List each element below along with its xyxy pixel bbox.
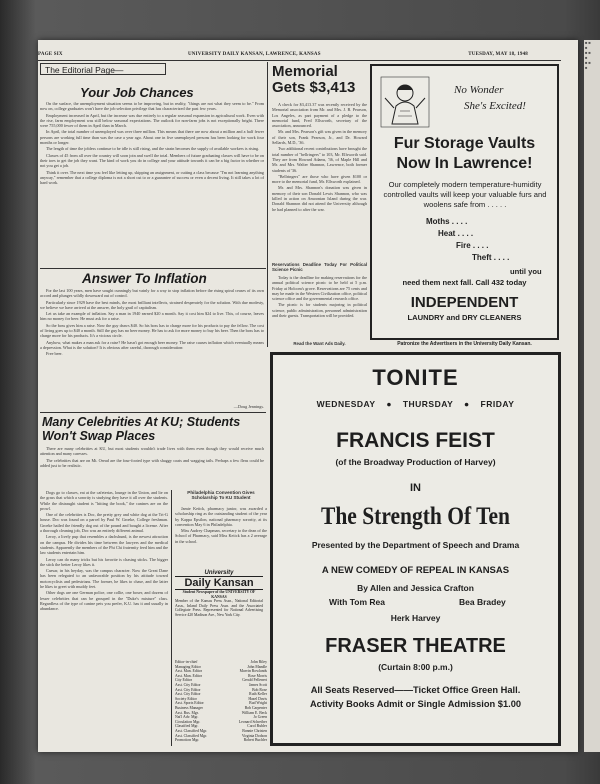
memorial-article	[272, 64, 368, 96]
article-paragraph: Leroy can do many tricks but his favorite is chasing sticks. The bigger the stick the better Leroy likes it.	[40, 556, 168, 567]
staff-name: Leonard Schreiber	[238, 719, 267, 724]
article-paragraph: On the surface, the unemployment situation seems to be improving, but in reality, "things are not what they seem to be." From now on, college graduates won't have the job selection privilege that has characterized the past few years.	[40, 101, 264, 112]
staff-role: Asst. Sports Editor	[175, 701, 204, 706]
play-cast-3: Herk Harvey	[390, 613, 441, 623]
play-theatre: FRASER THEATRE	[325, 635, 506, 657]
staff-role: Asst. Man. Editor	[175, 669, 202, 674]
article-paragraph: Think it over. The next time you feel like letting up, skipping an assignment, or cutting a class because "I'm not learning anything anyway," remember that a college diploma is not a short cut to or a guarantee of success or even a decent living. It still takes a lot of hard work.	[40, 169, 264, 186]
article-paragraph: Two additional recent contributions have brought the total number of "bellringers" to 103, Mr. Ellsworth said. They are from Howard Adams, '36, of Maple Hill and Mr. and Mrs. Walter Shannon, Lawrence, both former students of '36.	[272, 146, 367, 173]
article-paragraph: Mr. and Mrs. Pearson's gift was given in the memory of their son, Frank Pearson, Jr., and Dr. Howard Sellards, M.D., '36.	[272, 129, 367, 146]
masthead-subtitle: Student Newspaper of the UNIVERSITY OF KANSAS	[182, 590, 256, 599]
masthead	[175, 570, 263, 617]
page-number: PAGE SIX	[38, 52, 63, 57]
article-paragraph: Particularly since 1929 have the best minds, the most brilliant intellects, strained desperately for the solution. With due modesty, we believe we have arrived at the answer, the holy grail of capitalism.	[40, 299, 264, 310]
day-thursday: THURSDAY	[402, 399, 454, 409]
article-paragraph: Anyhow, what makes a man ask for a raise? He hasn't got enough beer money. The raise causes inflation which eventually means a depression. What is the solution? It is obvious after careful, thorough consideration:	[40, 339, 264, 350]
company-name: INDEPENDENT	[410, 294, 519, 311]
staff-row	[175, 738, 267, 743]
staff-name: John Riley	[250, 660, 267, 664]
article-paragraph: "Bellringers" are those who have given $100 or more to the memorial fund, Mr. Ellsworth explained.	[272, 173, 367, 185]
storage-call: need them next fall. Call 432 today	[402, 278, 527, 287]
article-paragraph: A check for $3,413.37 was recently received by the Memorial association from Mr. and Mrs. J. B. Pearson, Los Angeles, as part payment of a pledge to the memorial fund, Fred Ellsworth, secretary of the association, announced.	[272, 102, 367, 129]
day-wednesday: WEDNESDAY	[316, 399, 376, 409]
play-presented-by: Presented by the Department of Speech and Drama	[311, 540, 520, 550]
celebrities-intro	[40, 446, 264, 488]
inflation-headline: Answer To Inflation	[82, 271, 207, 286]
staff-role: Circulation Mgr.	[175, 719, 201, 724]
celebrities-article-body	[40, 490, 168, 748]
company-subtitle: LAUNDRY and DRY CLEANERS	[407, 313, 522, 322]
staff-role: Asst. Classified Mgr.	[175, 728, 208, 733]
play-curtain: (Curtain 8:00 p.m.)	[378, 662, 453, 672]
issue-date: TUESDAY, MAY 18, 1948	[468, 52, 528, 57]
play-title: The Strength Of Ten	[321, 503, 510, 530]
staff-role: Asst. Bus. Mgr.	[175, 710, 199, 715]
play-ad	[270, 352, 561, 746]
hazard-moths: Moths . . . .	[426, 217, 468, 226]
masthead-membership: Member of the Kansas Press Assn., National Editorial Assn., Inland Daily Press Assn. and the Associated Collegiate Press. Represented for National Advertising Service 420 Madison Ave., New York City.	[175, 599, 263, 617]
staff-name: Bud Wright	[249, 701, 267, 706]
play-cast-2: Bea Bradey	[459, 597, 506, 607]
staff-name: William E. Beck	[241, 710, 267, 715]
article-paragraph: There are many celebrities at KU, but most students wouldn't trade lives with them even though they would receive much attention and many caresses.	[40, 446, 264, 457]
reservations-article-body	[272, 275, 367, 339]
article-rule	[40, 268, 266, 269]
staff-name: Ruth Keller	[249, 692, 267, 697]
bullet-icon: ●	[464, 399, 470, 409]
article-rule	[40, 412, 266, 413]
article-paragraph: Caesar, in his heyday, was the campus character. Now the Great Dane has been relegated to an unfavorable position by his attitude toward motorcyclists and pedestrians. The former, he likes to chase, and the latter he likes to greet with muddy feet.	[40, 568, 168, 590]
storage-until: until you	[510, 267, 542, 276]
bullet-icon: ●	[386, 399, 392, 409]
staff-role: Promotion Mgr.	[175, 738, 200, 743]
inflation-byline: —Doug Jennings.	[233, 404, 264, 409]
play-days	[273, 399, 558, 409]
article-paragraph: Mr. and Mrs. Shannon's donation was given in memory of their son Donald Lewis Shannon, who was killed in action on Amoonian Island during the war. Donald Shannon did not attend the University although he had planned to after the war.	[272, 185, 367, 212]
column-rule	[267, 62, 268, 347]
storage-copy: Our completely modern temperature-humidity controlled vaults will keep your valuable furs and woolens safe from . . . . .	[383, 180, 547, 209]
article-paragraph: Let us take an example of inflation. Say a man in 1940 earned $20 a month. Say it cost him $24 to live. This, of course, leaves him no money for beer. He must ask for a raise.	[40, 311, 264, 322]
article-paragraph: The celebrities that are on Mt. Oread are the four-footed type with shaggy coats and wagging tails. Perhaps a few fleas could be added just to be realistic.	[40, 457, 264, 468]
hazard-theft: Theft . . . .	[472, 253, 510, 262]
woman-cartoon-icon	[380, 76, 430, 128]
staff-name: Bob Carpenter	[244, 705, 267, 710]
reservations-headline: Reservations Deadline Today For Political Science Picnic	[272, 262, 367, 273]
jobs-headline: Your Job Chances	[80, 85, 194, 100]
day-friday: FRIDAY	[480, 399, 515, 409]
play-seats: All Seats Reserved——Ticket Office Green Hall.	[310, 685, 521, 695]
article-paragraph: One of the celebrities is Doc, the pretty grey and white dog at the Tri-G house. Doc was found on a parcel by Paul W. Groeke, College freshman. Groeke hailed the friendly dog out of the pound and bought a license. After a thorough cleaning job, Doc was an entirely different animal.	[40, 512, 168, 534]
staff-role: Business Manager	[175, 705, 203, 710]
play-description: A NEW COMEDY OF REPEAL IN KANSAS	[321, 565, 510, 576]
article-paragraph: Free beer.	[46, 351, 63, 357]
article-paragraph: Today is the deadline for making reservations for the annual political science picnic to be held at 5 p.m. Friday at Holcom's grove. Reservations are 75 cents and may be made in the Western Civilization office, political science office and the governmental research office.	[272, 275, 367, 302]
jobs-article-body	[40, 101, 264, 266]
staff-name: Robert Buchler	[243, 738, 267, 743]
cartoon-caption-line-1: No Wonder	[454, 84, 504, 96]
storage-headline-1: Fur Storage Vaults	[393, 135, 536, 152]
staff-name: Rose Morris	[248, 673, 267, 678]
article-paragraph: Jamie Keiick, pharmacy junior, was awarded a scholarship ring as the outstanding student of the year by Kappa Epsilon, national pharmacy sorority, at its convention May 6 in Philadelphia.	[175, 506, 267, 527]
staff-name: Jo Green	[253, 715, 267, 720]
article-paragraph: Dogs go to classes, eat at the cafeterias, lounge in the Union, and lie on the grass that which a sorority is studying they have it all over the students. While the distraught student is "hitting the book," the canines are on the prowl.	[40, 490, 168, 511]
want-ads-note: Read the Want Ads Daily.	[293, 341, 346, 346]
header-rule	[38, 60, 561, 61]
philadelphia-headline: Philadelphia Convention Gives Scholarship To KU Student	[187, 490, 255, 501]
staff-role: Society Editor	[175, 696, 197, 701]
staff-name: Marvin Rowlands	[239, 669, 267, 674]
memorial-article-body	[272, 102, 367, 260]
play-tonite: TONITE	[372, 365, 459, 390]
masthead-university: University	[204, 570, 234, 576]
article-paragraph: Classes of 45 from all over the country will soon join and swell the total. Members of future graduating classes will have to be on their toes to get the job they want. The kind of work you do in college and your attitude towards it can be a big factor in whether or not you get a job.	[40, 152, 264, 169]
play-in: IN	[410, 482, 421, 494]
staff-role: Asst. Man. Editor	[175, 673, 202, 678]
staff-name: James Scott	[248, 682, 267, 687]
staff-name: Carol Bubler	[247, 724, 267, 729]
staff-name: Virginia Dodson	[241, 733, 267, 738]
masthead-title: Daily Kansan	[175, 576, 263, 590]
play-authors: By Allen and Jessica Crafton	[357, 583, 474, 593]
article-paragraph: For the last 100 years, men have sought cunningly but vainly for a way to stop inflation before the rising spiral ceases of its own accord and plunges wildly downward out of control.	[40, 288, 264, 299]
staff-name: Hazel Davis	[248, 696, 267, 701]
staff-role: Asst. City Editor	[175, 682, 201, 687]
fur-storage-ad	[370, 64, 559, 340]
article-paragraph: Miss Audrey Chapman, secretary to the dean of the School of Pharmacy, said Miss Keiick has a 2 average in the school.	[175, 528, 267, 544]
cartoon-caption-line-2: She's Excited!	[464, 100, 526, 112]
column-rule	[171, 490, 172, 746]
hazard-fire: Fire . . . .	[456, 241, 489, 250]
staff-role: Editor-in-chief	[175, 660, 198, 664]
hazard-heat: Heat . . . .	[438, 229, 474, 238]
editorial-page-label: The Editorial Page—	[40, 63, 166, 75]
staff-name: John Mandle	[247, 664, 267, 669]
staff-name: Bob Rose	[252, 687, 267, 692]
staff-role: City Editor	[175, 678, 192, 683]
staff-role: Asst. City Editor	[175, 692, 201, 697]
play-cast-1: With Tom Rea	[329, 597, 385, 607]
article-paragraph: The length of time the jobless continue to be idle is still rising, and the strain becomes the supply of available workers is rising.	[46, 146, 260, 152]
staff-role: Nat'l Adv. Mgr.	[175, 715, 199, 720]
article-paragraph: In April, the total number of unemployed was over three million. This means that there are now about a million and a half fewer persons are working full time than was the case a year ago. About one in five unemployed persons has been looking for work four months or longer.	[40, 129, 264, 146]
philadelphia-article-body	[175, 506, 267, 564]
play-star-subtitle: (of the Broadway Production of Harvey)	[335, 457, 496, 467]
article-paragraph: Employment increased in April, but the increase was due entirely to a regular seasonal expansion in agricultural work. Even with the rise, farm employment was still below seasonal expectations. The outlook for non-farm jobs is not exceptionally bright. There were 755,000 fewer of them in April than in March.	[40, 112, 264, 129]
staff-name: Gerald Fellenert	[242, 678, 267, 683]
play-admission: Activity Books Admit or Single Admission $1.00	[309, 699, 522, 709]
staff-role: Classified Mgr.	[175, 724, 199, 729]
adjacent-page-edge: ■ ■ ■ ■ ■ ■ ■ ■ ■	[584, 40, 600, 752]
paper-name: UNIVERSITY DAILY KANSAN, LAWRENCE, KANSAS	[188, 52, 321, 57]
staff-role: Asst. City Editor	[175, 687, 201, 692]
memorial-headline: Memorial Gets $3,413	[272, 63, 356, 96]
staff-role: Managing Editor	[175, 664, 201, 669]
article-paragraph: The picnic is for students majoring in political science, public administration, personnel administration and their guests. Transportation will be provided.	[272, 302, 367, 319]
play-star: FRANCIS FEIST	[336, 429, 495, 452]
page-header	[38, 52, 528, 60]
article-paragraph: So the boss gives him a raise. Now the guy draws $40. So his boss has to charge more for his products to pay the fellow. The cost of living goes up to $40 a month. Still the guy has no beer money. He has to ask for more money to buy his beer. Then the boss has to charge more for his products. It's a vicious circle.	[40, 322, 264, 339]
staff-role: Asst. Classified Mgr.	[175, 733, 208, 738]
article-paragraph: Leroy, a lively pup that resembles a dachshund, is the newest attraction on the campus. He divides his time between the lawyers and the medical students. Apparently the members of the Phi Chi fraternity feed him and the law students entertain him.	[40, 534, 168, 556]
article-paragraph: Other dogs are one German police, one collie, one boxer, and dozens of lesser celebrities that can be grouped in the "Duke's mixture" class. Regardless of the type of canine pets you prefer, K.U. has it and usually in abundance.	[40, 590, 168, 612]
patronize-note: Patronize the Advertisers in the University Daily Kansan.	[397, 341, 532, 347]
celebrities-headline: Many Celebrities At KU; Students Won't Swap Places	[42, 415, 241, 443]
inflation-article-body	[40, 288, 264, 404]
staff-name: Bonnie Christen	[242, 728, 267, 733]
storage-headline-2: Now In Lawrence!	[396, 155, 533, 172]
staff-list	[175, 660, 267, 743]
